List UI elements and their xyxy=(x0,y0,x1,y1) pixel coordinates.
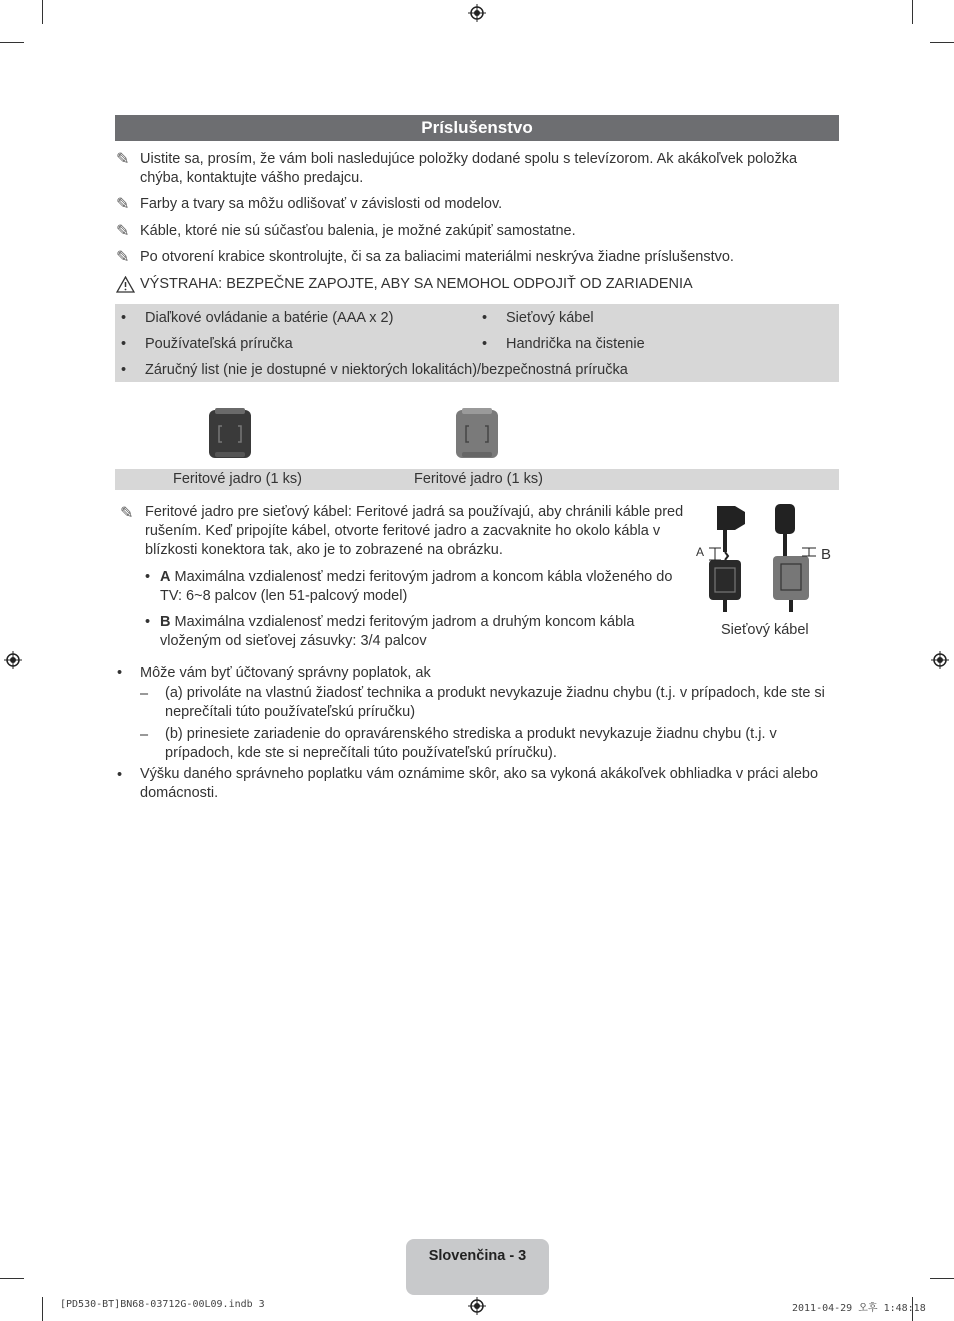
note-pencil-icon: ✎ xyxy=(116,151,130,168)
warning-line xyxy=(116,275,840,294)
registration-mark-icon xyxy=(468,1297,486,1315)
note-text: Káble, ktoré nie sú súčasťou balenia, je možné zakúpiť samostatne. xyxy=(140,223,576,239)
ferrite-caption: Feritové jadro (1 ks) xyxy=(173,471,302,487)
list-item-text: Používateľská príručka xyxy=(145,336,293,352)
crop-mark xyxy=(930,1278,954,1279)
ferrite-caption: Feritové jadro (1 ks) xyxy=(414,471,543,487)
fee-outro-text: Výšku daného správneho poplatku vám oznámime skôr, ako sa vykoná akákoľvek obhliadka v práci alebo domácnosti. xyxy=(140,766,819,801)
bullet-b-label: B xyxy=(160,614,171,630)
page-number-tab: Slovenčina - 3 xyxy=(406,1239,549,1295)
fee-item: – (b) prinesiete zariadenie do opravárenského strediska a produkt nevykazuje žiadnu chybu (t.j. v prípadoch, kde ste si neprečítali túto používateľskú príručku). xyxy=(115,725,839,763)
list-item: • Diaľkové ovládanie a batérie (AAA x 2) xyxy=(121,310,394,326)
note-pencil-icon: ✎ xyxy=(120,505,134,522)
timestamp: 2011-04-29 오후 1:48:18 xyxy=(792,1303,926,1314)
crop-mark xyxy=(0,42,24,43)
figure-label-a: A xyxy=(696,545,705,559)
list-item: • Používateľská príručka xyxy=(121,336,293,352)
section-title: Príslušenstvo xyxy=(115,115,839,141)
bullet-b: • B Maximálna vzdialenosť medzi feritovým jadrom a druhým koncom kábla vloženým od sieťovej zásuvky: 3/4 palcov xyxy=(145,614,635,649)
list-item-text: Diaľkové ovládanie a batérie (AAA x 2) xyxy=(145,310,394,326)
figure-caption: Sieťový kábel xyxy=(721,622,809,638)
list-item-text: Sieťový kábel xyxy=(506,310,594,326)
fee-item-text: (b) prinesiete zariadenie do opravárenského strediska a produkt nevykazuje žiadnu chybu (t.j. v prípadoch, kde ste si neprečítali túto používateľskú príručku). xyxy=(165,726,777,761)
fee-intro: • Môže vám byť účtovaný správny poplatok, ak xyxy=(115,663,839,683)
list-item: • Sieťový kábel xyxy=(482,310,594,326)
note-pencil-icon: ✎ xyxy=(116,249,130,266)
list-item-text: Záručný list (nie je dostupné v niektorých lokalitách)/bezpečnostná príručka xyxy=(145,362,628,378)
ferrite-caption-bar xyxy=(115,469,839,490)
crop-mark xyxy=(42,1297,43,1321)
note-item xyxy=(116,150,840,188)
registration-mark-icon xyxy=(468,4,486,22)
note-item xyxy=(116,248,840,267)
fee-intro-text: Môže vám byť účtovaný správny poplatok, ak xyxy=(140,665,431,681)
note-text: Farby a tvary sa môžu odlišovať v závislosti od modelov. xyxy=(140,196,503,212)
list-item: • Handrička na čistenie xyxy=(482,336,645,352)
ferrite-core-dark-image xyxy=(207,408,253,460)
note-text: Po otvorení krabice skontrolujte, či sa za baliacimi materiálmi neskrýva žiadne príslušenstvo. xyxy=(140,249,734,265)
warning-text: VÝSTRAHA: BEZPEČNE ZAPOJTE, ABY SA NEMOHOL ODPOJIŤ OD ZARIADENIA xyxy=(140,276,693,292)
bullet-a: • A Maximálna vzdialenosť medzi feritovým jadrom a koncom kábla vloženého do TV: 6~8 palcov (len 51-palcový model) xyxy=(145,569,673,604)
note-item xyxy=(116,222,840,241)
crop-mark xyxy=(0,1278,24,1279)
bullet-a-label: A xyxy=(160,569,171,585)
warning-triangle-icon xyxy=(116,276,135,293)
crop-mark xyxy=(930,42,954,43)
note-pencil-icon: ✎ xyxy=(116,196,130,213)
ferrite-note: Feritové jadro pre sieťový kábel: Feritové jadrá sa používajú, aby chránili káble pred rušením. Keď pripojíte kábel, otvorte feritové jadro a zacvaknite ho okolo kábla v blízkosti konektora tak, ako je to zobrazené na obrázku. xyxy=(145,504,684,558)
note-text: Uistite sa, prosím, že vám boli nasledujúce položky dodané spolu s televízorom. Ak akákoľvek položka chýba, kontaktujte vášho predajcu. xyxy=(140,151,798,186)
bullet-a-text: Maximálna vzdialenosť medzi feritovým jadrom a koncom kábla vloženého do TV: 6~8 palcov (len 51-palcový model) xyxy=(160,569,673,604)
figure-label-b: B xyxy=(821,546,832,563)
bullet-b-text: Maximálna vzdialenosť medzi feritovým jadrom a druhým koncom kábla vloženým od sieťovej zásuvky: 3/4 palcov xyxy=(160,614,635,649)
crop-mark xyxy=(912,0,913,24)
power-cable-figure xyxy=(695,502,835,614)
note-item xyxy=(116,195,840,214)
list-item-text: Handrička na čistenie xyxy=(506,336,645,352)
file-info: [PD530-BT]BN68-03712G-00L09.indb 3 xyxy=(60,1299,265,1310)
accessories-list xyxy=(115,304,839,382)
note-pencil-icon: ✎ xyxy=(116,223,130,240)
list-item: • Záručný list (nie je dostupné v niektorých lokalitách)/bezpečnostná príručka xyxy=(121,362,628,378)
registration-mark-icon xyxy=(931,651,949,669)
fee-item-text: (a) privoláte na vlastnú žiadosť technika a produkt nevykazuje žiadnu chybu (t.j. v prípadoch, kde ste si neprečítali túto používateľskú príručku) xyxy=(165,685,825,720)
ferrite-core-grey-image xyxy=(454,408,500,460)
fee-item: – (a) privoláte na vlastnú žiadosť technika a produkt nevykazuje žiadnu chybu (t.j. v prípadoch, kde ste si neprečítali túto používateľskú príručku) xyxy=(115,684,839,722)
registration-mark-icon xyxy=(4,651,22,669)
fee-outro: • Výšku daného správneho poplatku vám oznámime skôr, ako sa vykoná akákoľvek obhliadka v práci alebo domácnosti. xyxy=(115,765,839,803)
crop-mark xyxy=(42,0,43,24)
